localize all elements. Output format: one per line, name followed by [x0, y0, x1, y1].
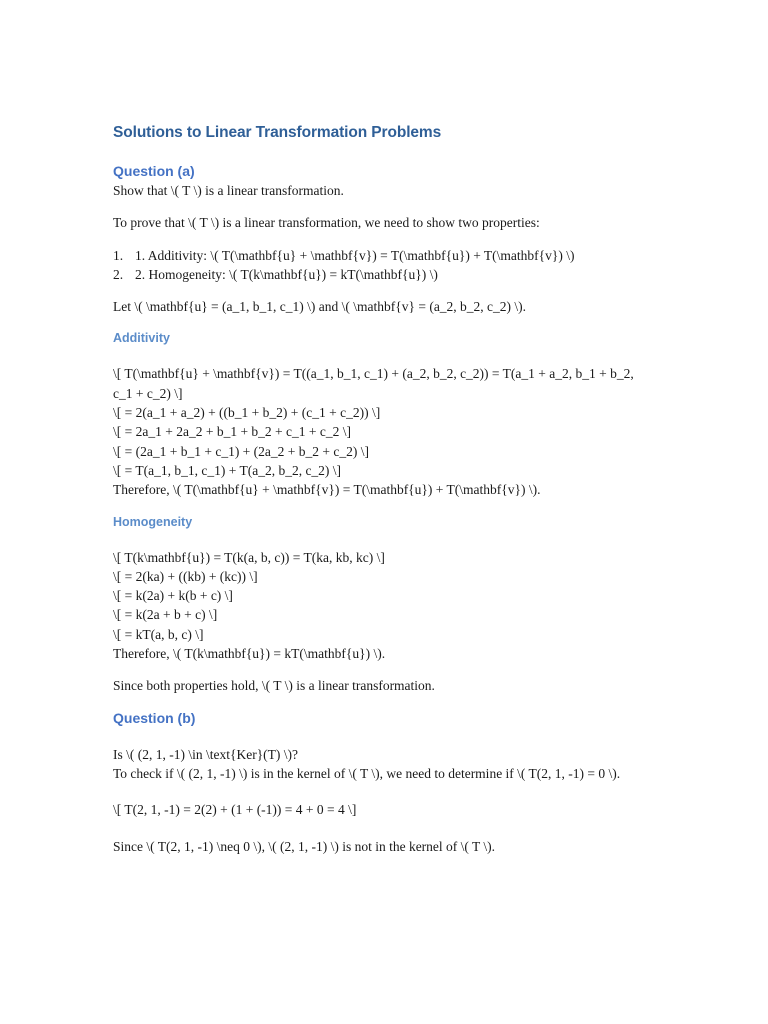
document-body [113, 124, 653, 856]
additivity-derivation [113, 364, 653, 499]
properties-list [113, 246, 653, 285]
question-a-prompt: Show that \( T \) is a linear transformation. [113, 183, 344, 198]
question-b-heading: Question (b) [113, 709, 196, 726]
derivation-line: \[ = 2a_1 + 2a_2 + b_1 + b_2 + c_1 + c_2 \] [113, 424, 352, 440]
question-b-conclusion: Since \( T(2, 1, -1) \neq 0 \), \( (2, 1, -1) \) is not in the kernel of \( T \). [113, 838, 496, 854]
derivation-line: \[ = 2(a_1 + a_2) + ((b_1 + b_2) + (c_1 + c_2)) \] [113, 405, 381, 421]
list-item [113, 246, 653, 265]
list-item-text: 1. Additivity: \( T(\mathbf{u} + \mathbf{v}) = T(\mathbf{u}) + T(\mathbf{v}) \) [135, 247, 575, 263]
question-a-heading: Question (a) [113, 163, 195, 179]
derivation-line: \[ = 2(ka) + ((kb) + (kc)) \] [113, 568, 258, 584]
derivation-line: \[ T(\mathbf{u} + \mathbf{v}) = T((a_1, b_1, c_1) + (a_2, b_2, c_2)) = T(a_1 + a_2, b_1 + b_2, c_1 + c_2) \] [113, 366, 634, 401]
list-item-text: 2. Homogeneity: \( T(k\mathbf{u}) = kT(\mathbf{u}) \) [135, 266, 438, 282]
derivation-conclusion: Therefore, \( T(\mathbf{u} + \mathbf{v}) = T(\mathbf{u}) + T(\mathbf{v}) \). [113, 482, 541, 498]
homogeneity-derivation [113, 548, 653, 664]
page-title: Solutions to Linear Transformation Problems [113, 124, 442, 141]
derivation-line: \[ = (2a_1 + b_1 + c_1) + (2a_2 + b_2 + c_2) \] [113, 443, 369, 459]
question-a-conclusion: Since both properties hold, \( T \) is a linear transformation. [113, 678, 435, 694]
question-b-prompt: Is \( (2, 1, -1) \in \text{Ker}(T) \)? [113, 746, 299, 762]
derivation-line: \[ = k(2a) + k(b + c) \] [113, 588, 233, 604]
derivation-line: \[ = T(a_1, b_1, c_1) + T(a_2, b_2, c_2) \] [113, 462, 342, 478]
additivity-heading: Additivity [113, 331, 170, 346]
derivation-conclusion: Therefore, \( T(k\mathbf{u}) = kT(\mathbf{u}) \). [113, 646, 386, 662]
list-item-number: 1. [113, 247, 124, 263]
question-b-check: To check if \( (2, 1, -1) \) is in the kernel of \( T \), we need to determine if \( T(2, 1, -1) = 0 \). [113, 765, 621, 781]
derivation-line: \[ = k(2a + b + c) \] [113, 607, 218, 623]
derivation-line: \[ = kT(a, b, c) \] [113, 626, 204, 642]
let-line: Let \( \mathbf{u} = (a_1, b_1, c_1) \) and \( \mathbf{v} = (a_2, b_2, c_2) \). [113, 299, 527, 315]
question-b-computation: \[ T(2, 1, -1) = 2(2) + (1 + (-1)) = 4 + 0 = 4 \] [113, 802, 357, 818]
question-a-intro: To prove that \( T \) is a linear transformation, we need to show two properties: [113, 215, 540, 231]
list-item-number: 2. [113, 266, 124, 282]
homogeneity-heading: Homogeneity [113, 514, 193, 529]
list-item [113, 265, 653, 284]
derivation-line: \[ T(k\mathbf{u}) = T(k(a, b, c)) = T(ka, kb, kc) \] [113, 549, 385, 565]
